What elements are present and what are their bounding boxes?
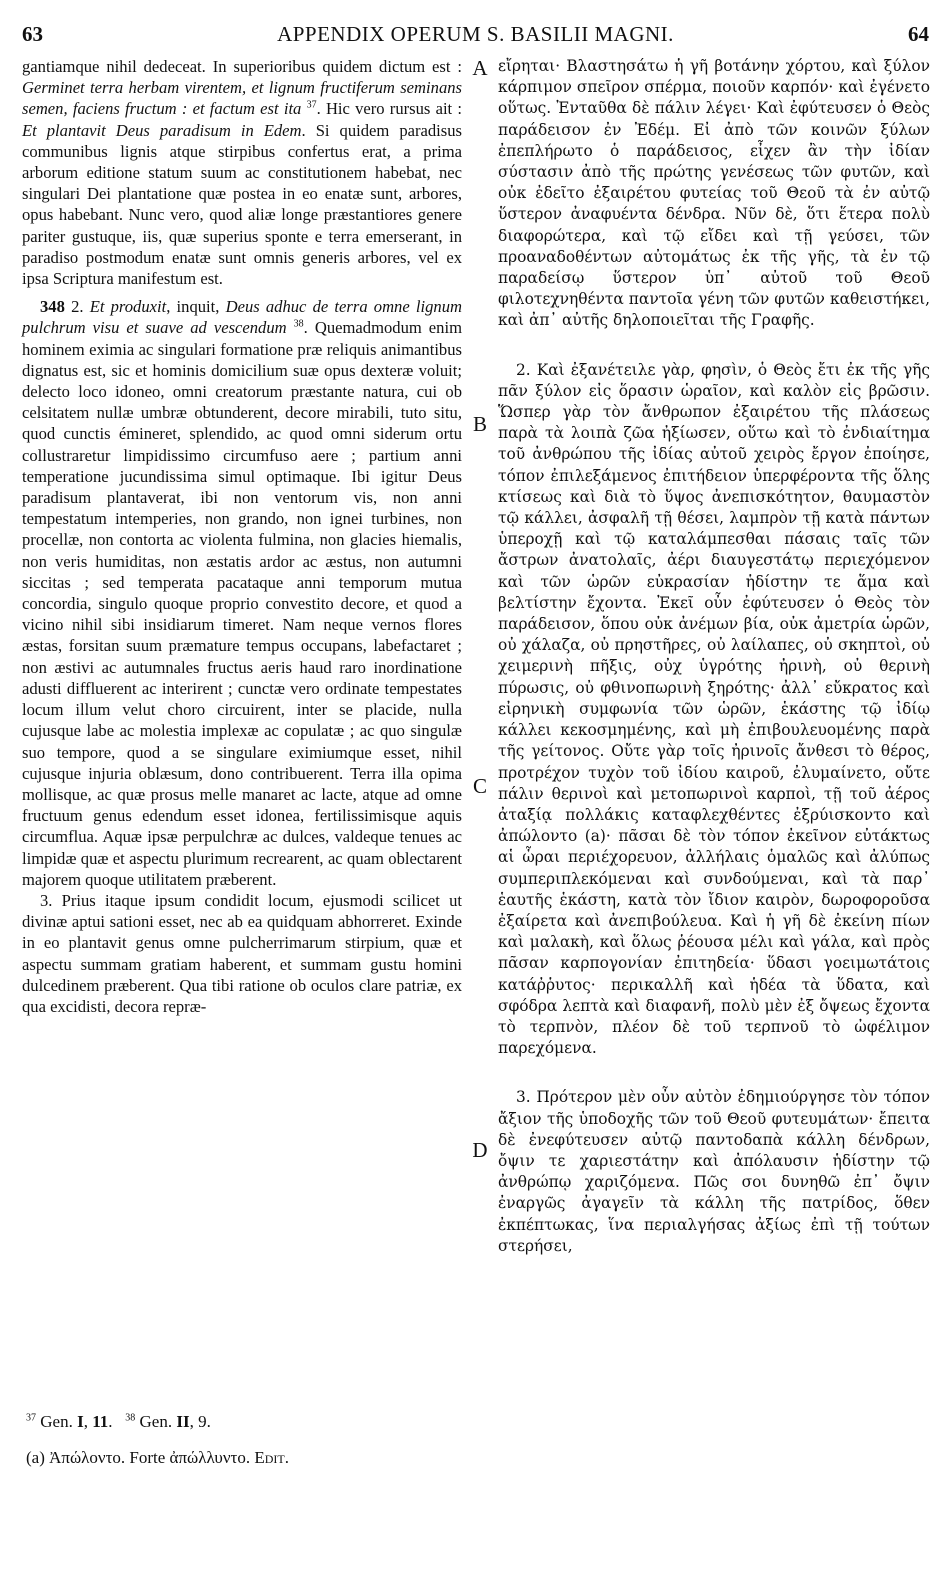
page-header [22, 22, 929, 52]
margin-marker-a: A [472, 56, 488, 80]
greek-column [498, 56, 930, 1257]
footnotes [26, 1410, 466, 1482]
margin-marker-d: D [472, 1138, 488, 1162]
page-number-right: 64 [908, 22, 929, 46]
latin-column [22, 56, 462, 1017]
column-number: 348 [40, 297, 65, 317]
running-title: APPENDIX OPERUM S. BASILII MAGNI. [277, 22, 674, 46]
footnote-editor-text: (a) Ἀπώλοντο. Forte ἀπώλλυντο. [26, 1448, 251, 1467]
footnote-scripture: $^{37}$ Gen. I, 11. $^{38}$ Gen. II, 9. [26, 1412, 211, 1431]
greek-paragraph-3: 3. Πρότερον μὲν οὖν αὐτὸν ἐδημιούργησε τὸν τόπον ἄξιον τῆς ὑποδοχῆς τῶν τοῦ Θεοῦ φυτευμάτων· ἔπειτα δὲ ἐνεφύτευσεν αὐτῷ παντοδαπὰ κάλλη δένδρων, ὄψιν τε χαριεστάτην καὶ ἀπόλαυσιν ἡδίστην τῷ ἀνθρώπῳ χαριζόμενα. Πῶς σοι δυνηθῶ ἐπ᾽ ὄψιν ἐναργῶς ἀγαγεῖν τὰ κάλλη τῆς πατρίδος, ὅθεν ἐκπέπτωκας, ἵνα περιαλγήσας ἀξίως ἐπὶ τῇ τούτων στερήσει, [498, 1088, 930, 1255]
margin-marker-b: B [472, 412, 487, 436]
footnote-editor [26, 1446, 466, 1470]
latin-paragraph-2-text: 2. Et produxit, inquit, Deus adhuc de terra omne lignum pulchrum visu et suave ad vescendum $^{38}$. Quemadmodum enim hominem eximia ac singulari formatione præ reliquis animantibus dignatus est, sic et hominis domicilium suæ opus dexteræ voluit; delecto loco idoneo, omni creatorum præstante natura, cui ob celsitatem nullæ umbræ obtunderent, decore mirabili, tuto situ, quod cunctis émineret, splendido, ac quod omni siderum ortu collustraretur limpidissimo circumfuso aere ; partium anni temperatione jucundissima simul optimaque. Ibi igitur Deus paradisum plantaverat, ibi non ventorum vis, non anni tempestatum intemperies, non grando, non ignei turbines, non procellæ, non contorta ac violenta fulmina, non glacies hiemalis, non veris humiditas, non æstatis ardor ac æstus, non autumni siccitas ; sed temperata pacataque anni temporum mutua concordia, singulo quoque proprio convestito decore, et quod a vicino nihil sibi insidiarum timeret. Nam neque vernos flores æstas, forsitan suum præmature tempus occupans, labefactaret ; non æstivi ac autumnales fructus aeris haud raro inordinatione adusti diffluerent ac interirent ; cunctæ vero ordinate tempestates locum illum velut choro circuirent, inter se placide, nulla cujusque labe ac molestia implexæ ac copulatæ ; ac quo singulæ suo tempore, quod a se singulare eximiumque esset, nihil cujusque injuria oblæsum, dono contribuerent. Terra illa opima mollisque, ac quæ prosus melle manaret ac lacte, atque ad omne fructuum genus edendum esset idonea, fertilissimisque aquis circumflua. Aquæ ipsæ perpulchræ ac dulces, valdeque tenues ac limpidæ quæ et aspectu plurimum recrearent, ac quam oblectarent majorem quoque utilitatem præberent. [22, 297, 462, 889]
latin-paragraph-3: 3. Prius itaque ipsum condidit locum, ejusmodi scilicet ut divinæ aptui sationi esset, nec ab ea quidquam abhorreret. Exinde in eo plantavit genus omne pulcherrimarum stirpium, quæ et aspectu summam gratiam haberent, et summam gustu homini dulcedinem præberent. Qua tibi ratione ob oculos clare patriæ, ex qua excidisti, decora repræ- [22, 890, 462, 1016]
page-number-left: 63 [22, 22, 43, 46]
greek-paragraph-1: εἴρηται· Βλαστησάτω ἡ γῆ βοτάνην χόρτου, καὶ ξύλον κάρπιμον σπεῖρον σπέρμα, ποιοῦν καρπόν· καὶ ἐγένετο οὕτως. Ἐνταῦθα δὲ πάλιν λέγει· Καὶ ἐφύτευσεν ὁ Θεὸς παράδεισον ἐν Ἐδέμ. Εἰ ἀπὸ τῶν κοινῶν ξύλων ἐπεπλήρωτο ὁ παράδεισος, εἶχεν ἂν τὴν ἰδίαν σύστασιν ἀπὸ τῆς πρώτης γενέσεως τῶν φυτῶν, καὶ οὐκ ἐδεῖτο ἐξαιρέτου φυτείας τοῦ Θεοῦ τὰ ἐν αὐτῷ ὕστερον ἀναφυέντα δένδρα. Νῦν δὲ, ὅτι ἕτερα πολὺ διαφορώτερα, καὶ τῷ εἴδει καὶ τῇ γεύσει, τῶν προαναδοθέντων αὐτομάτως ἐκ τῆς γῆς, τὰ ἐν τῷ παραδείσῳ ὕστερον ὑπ᾽ αὐτοῦ τοῦ Θεοῦ φιλοτεχνηθέντα παντοῖα γένη τῶν φυτῶν καθειστήκει, καὶ ἀπ᾽ αὐτῆς δηλοποιεῖται τῆς Γραφῆς. [498, 57, 930, 330]
footnote-edit-abbrev: Edit. [254, 1448, 289, 1467]
latin-paragraph-2 [22, 296, 462, 890]
latin-paragraph-1: gantiamque nihil dedeceat. In superioribus quidem dictum est : Germinet terra herbam virentem, et lignum fructiferum seminans semen, faciens fructum : et factum est ita $^{37}$. Hic vero rursus ait : Et plantavit Deus paradisum in Edem. Si quidem paradisus communibus lignis atque stirpibus confertus erat, a prima arborum editione statum suum ac constitutionem habebat, nec singulari Dei plantatione quæ postea in eo enatæ sunt, arbores, opus habebant. Nunc vero, quod aliæ longe præstantiores genere pariter gustuque, iis, quæ superius sponte e terra emerserant, in paradiso postmodum enatæ sunt omnis generis arbores, vel ex ipsa Scriptura manifestum est. [22, 57, 462, 289]
greek-paragraph-2: 2. Καὶ ἐξανέτειλε γὰρ, φησὶν, ὁ Θεὸς ἔτι ἐκ τῆς γῆς πᾶν ξύλον εἰς ὅρασιν ὡραῖον, καὶ καλὸν εἰς βρῶσιν. Ὥσπερ γὰρ τὸν ἄνθρωπον ἐξαιρέτου τῆς πλάσεως παρὰ τὰ λοιπὰ ζῶα ἠξίωσεν, οὕτω καὶ τὸ ἐνδιαίτημα τοῦ ἀνθρώπου τῆς ἰδίας αὐτοῦ χειρὸς ἔργον ἐποίησε, τόπον ἐπιλεξάμενος ἐπιτήδειον ὑπερφέροντα τῆς ὅλης κτίσεως καὶ διὰ τὸ ὕψος ἀνεπισκότητον, θαυμαστὸν τῷ κάλλει, ἀσφαλῆ τῇ θέσει, λαμπρὸν τῇ κατὰ πάντων ὑπεροχῇ καὶ τῷ καταλάμπεσθαι πάσαις ταῖς τῶν ἄστρων ἀνατολαῖς, ἀέρι διαυγεστάτῳ περιεχόμενον καὶ τῶν ὡρῶν εὐκρασίαν ἡδίστην τε ἅμα καὶ βελτίστην ἔχοντα. Ἐκεῖ οὖν ἐφύτευσεν ὁ Θεὸς τὸν παράδεισον, ὅπου οὐκ ἀνέμων βία, οὐκ ἀμετρία ὡρῶν, οὐ χάλαζα, οὐ πρηστῆρες, οὐ λαίλαπες, οὐ σκηπτοὶ, οὐ χειμερινὴ πῆξις, οὐχ ὑγρότης ἠρινὴ, οὐ θερινὴ πύρωσις, οὐ φθινοπωρινὴ ξηρότης· ἀλλ᾽ εὔκρατος καὶ εἰρηνικὴ συμφωνία τῶν ὡρῶν, ἑκάστης τῷ ἰδίῳ κάλλει κεκοσμημένης, καὶ μὴ ἐπιβουλευομένης παρὰ τῆς γείτονος. Οὔτε γὰρ τοῖς ἠρινοῖς ἄνθεσι τὸ θέρος, προτρέχον τυχὸν τοῦ ἰδίου καιροῦ, ἐλυμαίνετο, οὔτε πάλιν θερινοὶ καὶ μετοπωρινοὶ καρποὶ, τῇ τοῦ ἀέρος ἀταξίᾳ πολλάκις καταφλεχθέντες ἐξρύισκοντο καὶ ἀπώλοντο (a)· πᾶσαι δὲ τὸν τόπον ἐκεῖνον εὐτάκτως αἱ ὧραι περιέχορευον, ἀλλήλαις ὁμαλῶς καὶ ἀλύπως συμπεριπλεκόμεναι καὶ συνδούμεναι, καὶ τὰ παρ᾽ ἑαυτῆς ἑκάστη, κατὰ τὸν ἴδιον καιρὸν, δωροφοροῦσα ἐξαίρετα καὶ ἀνεπιβούλευα. Καὶ ἡ γῆ δὲ ἐκείνη πίων καὶ μαλακὴ, καὶ ὅλως ῥέουσα μέλι καὶ γάλα, καὶ πρὸς πᾶσαν καρπογονίαν ἐπιτηδεία· ὕδασι γοειμωτάτοις κατάῤῥυτος· περικαλλῆ καὶ ἡδέα τὰ ὕδατα, καὶ σφόδρα λεπτὰ καὶ διαφανῆ, πολὺ μὲν ἐξ ὄψεως ἔχοντα τὸ τερπνὸν, πλέον δὲ τοῦ τερπνοῦ τὸ ὠφέλιμον παρεχόμενα. [498, 360, 930, 1058]
margin-marker-c: C [472, 774, 487, 798]
